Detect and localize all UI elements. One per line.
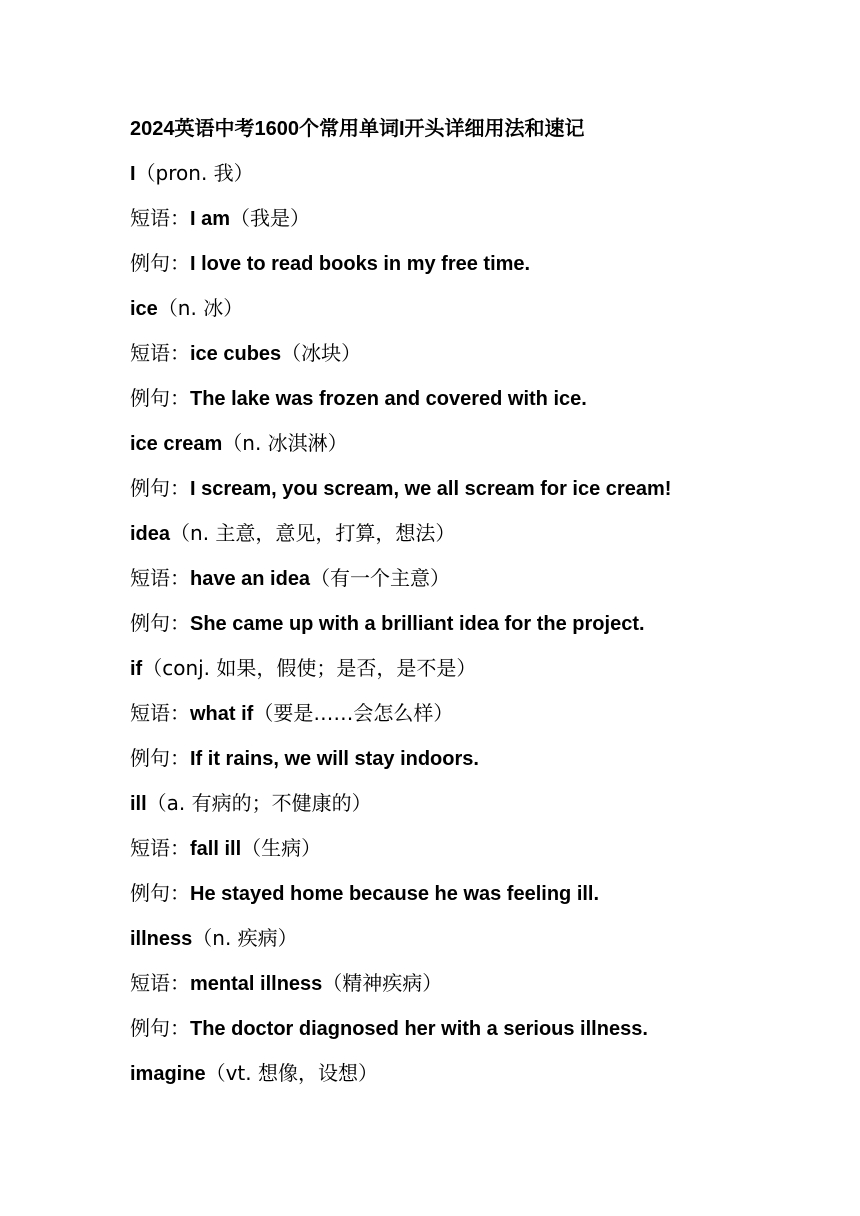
phrase-label: 短语： xyxy=(130,206,190,230)
entry-example-line xyxy=(130,382,830,427)
phrase-gloss: （有一个主意） xyxy=(310,566,451,590)
entry-phrase-line xyxy=(130,202,830,247)
headword: I xyxy=(130,163,136,185)
example-label: 例句： xyxy=(130,881,190,905)
headword: imagine xyxy=(130,1063,206,1085)
entry-headword-line xyxy=(130,787,830,832)
example-label: 例句： xyxy=(130,251,190,275)
entry-example-line xyxy=(130,472,830,517)
phrase-text: mental illness xyxy=(190,973,323,995)
headword: illness xyxy=(130,928,193,950)
example-label: 例句： xyxy=(130,386,190,410)
entry-phrase-line xyxy=(130,562,830,607)
entry-phrase-line xyxy=(130,832,830,877)
phrase-label: 短语： xyxy=(130,836,190,860)
example-text: The doctor diagnosed her with a serious illness. xyxy=(190,1018,648,1040)
phrase-gloss: （冰块） xyxy=(281,341,362,365)
phrase-label: 短语： xyxy=(130,566,190,590)
example-label: 例句： xyxy=(130,1016,190,1040)
phrase-label: 短语： xyxy=(130,701,190,725)
phrase-text: have an idea xyxy=(190,568,311,590)
example-label: 例句： xyxy=(130,746,190,770)
entry-headword-line xyxy=(130,1057,830,1102)
document-title xyxy=(130,112,830,157)
entry-headword-line xyxy=(130,922,830,967)
example-label: 例句： xyxy=(130,476,190,500)
headword-gloss: （pron. 我） xyxy=(135,161,254,185)
headword-gloss: （a. 有病的；不健康的） xyxy=(146,791,372,815)
headword: ice xyxy=(130,298,158,320)
headword-gloss: （n. 疾病） xyxy=(192,926,298,950)
headword-gloss: （n. 冰淇淋） xyxy=(222,431,348,455)
entry-headword-line xyxy=(130,292,830,337)
entry-example-line xyxy=(130,1012,830,1057)
entry-headword-line xyxy=(130,517,830,562)
headword: ice cream xyxy=(130,433,223,455)
document-content xyxy=(130,112,830,1102)
phrase-gloss: （生病） xyxy=(241,836,322,860)
headword-gloss: （conj. 如果，假使；是否，是不是） xyxy=(142,656,477,680)
entry-example-line xyxy=(130,742,830,787)
example-text: The lake was frozen and covered with ice. xyxy=(190,388,587,410)
phrase-text: what if xyxy=(190,703,254,725)
headword: if xyxy=(130,658,143,680)
entry-phrase-line xyxy=(130,967,830,1012)
entry-example-line xyxy=(130,877,830,922)
entry-example-line xyxy=(130,247,830,292)
title-text: 2024英语中考1600个常用单词I开头详细用法和速记 xyxy=(130,118,585,140)
example-text: I scream, you scream, we all scream for ice cream! xyxy=(190,478,672,500)
entry-example-line xyxy=(130,607,830,652)
headword: ill xyxy=(130,793,147,815)
headword-gloss: （n. 冰） xyxy=(157,296,244,320)
phrase-label: 短语： xyxy=(130,971,190,995)
entry-headword-line xyxy=(130,157,830,202)
entry-headword-line xyxy=(130,427,830,472)
phrase-text: ice cubes xyxy=(190,343,282,365)
example-text: If it rains, we will stay indoors. xyxy=(190,748,479,770)
phrase-label: 短语： xyxy=(130,341,190,365)
example-text: I love to read books in my free time. xyxy=(190,253,531,275)
entry-phrase-line xyxy=(130,697,830,742)
headword-gloss: （vt. 想像，设想） xyxy=(205,1061,378,1085)
example-text: He stayed home because he was feeling ill. xyxy=(190,883,600,905)
phrase-gloss: （要是……会怎么样） xyxy=(253,701,454,725)
example-label: 例句： xyxy=(130,611,190,635)
headword-gloss: （n. 主意，意见，打算，想法） xyxy=(170,521,456,545)
phrase-text: I am xyxy=(190,208,231,230)
entry-phrase-line xyxy=(130,337,830,382)
headword: idea xyxy=(130,523,171,545)
phrase-text: fall ill xyxy=(190,838,242,860)
example-text: She came up with a brilliant idea for the project. xyxy=(190,613,645,635)
entry-headword-line xyxy=(130,652,830,697)
phrase-gloss: （我是） xyxy=(230,206,311,230)
phrase-gloss: （精神疾病） xyxy=(322,971,443,995)
